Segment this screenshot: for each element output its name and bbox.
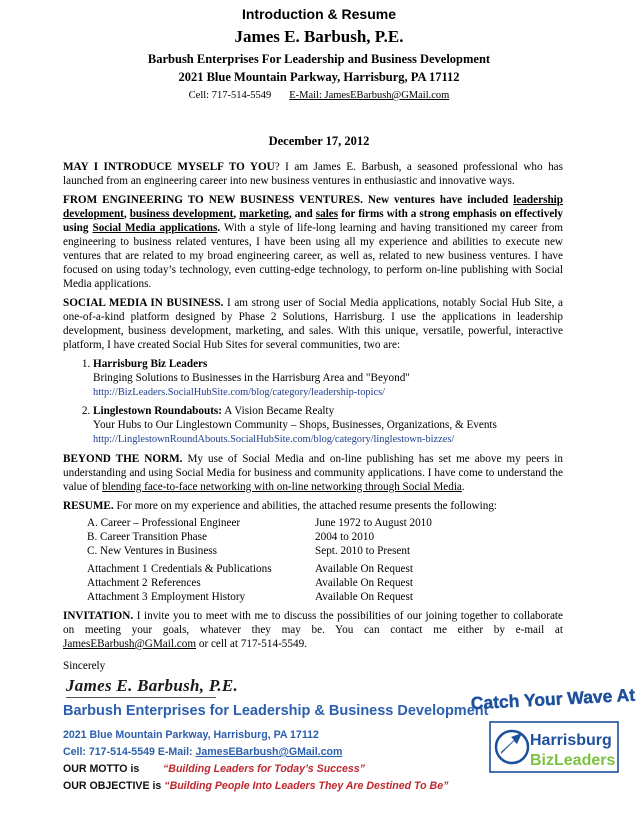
- attachment-label: References: [151, 577, 201, 589]
- keyword-sales: sales: [315, 208, 339, 220]
- keyword-business-development: business development: [129, 208, 234, 220]
- attachment-cell: [87, 562, 315, 576]
- separator: , and: [288, 208, 316, 220]
- experience-table: [87, 516, 563, 604]
- keyword-social-media: Social Media applications: [92, 222, 218, 234]
- site-subtitle: A Vision Became Realty: [222, 405, 335, 417]
- attachment-label: Credentials & Publications: [151, 563, 272, 575]
- contact-line: [0, 90, 638, 101]
- keyword-marketing: marketing: [239, 208, 289, 220]
- site-list: [63, 357, 563, 447]
- resume-text: For more on my experience and abilities, the attached resume presents the following:: [113, 500, 498, 512]
- motto-label: OUR MOTTO is: [63, 763, 140, 775]
- separator: .: [217, 222, 221, 234]
- attachment-cell: [87, 590, 315, 604]
- social-text: I am strong user of Social Media applications, notably Social Hub Site, a one-of-a-kind platform designed by Phase 2 Solutions, Harrisburg. I use the applications in leadership development, business development, marketing, and sales. With this unique, versatile, powerful, interactive platform, I have created Social Hub Sites for several communities, two are:: [63, 297, 563, 351]
- experience-label: C. New Ventures in Business: [87, 545, 217, 557]
- resume-paragraph: [63, 499, 563, 513]
- table-row: [87, 590, 563, 604]
- intro-heading: MAY I INTRODUCE MYSELF TO YOU: [63, 161, 275, 173]
- intro-paragraph: [63, 160, 563, 188]
- experience-dates: Sept. 2010 to Present: [315, 545, 411, 557]
- intro-text: ? I am James E. Barbush, a seasoned professional who has launched from an engineering career into new business ventures in enthusiastic and innovative ways.: [63, 161, 563, 187]
- company-name: Barbush Enterprises For Leadership and Business Development: [147, 52, 491, 66]
- footer-cell: Cell: 717-514-5549 E-Mail:: [63, 746, 196, 758]
- engineering-bold-text: New ventures have included: [362, 194, 514, 206]
- separator: ,: [123, 208, 130, 220]
- site-title: Linglestown Roundabouts:: [93, 405, 223, 417]
- attachment-number: Attachment 2: [87, 577, 148, 589]
- footer-email-link[interactable]: JamesEBarbush@GMail.com: [195, 746, 343, 758]
- email-link[interactable]: E-Mail: JamesEBarbush@GMail.com: [289, 90, 450, 101]
- table-row: [87, 562, 563, 576]
- attachment-status: Available On Request: [315, 563, 413, 575]
- site-description: Your Hubs to Our Linglestown Community – Shops, Businesses, Organizations, & Events: [93, 419, 497, 431]
- engineering-heading: FROM ENGINEERING TO NEW BUSINESS VENTURES.: [63, 194, 363, 206]
- engineering-bold-text: for firms with a strong emphasis on effectively using: [63, 208, 563, 234]
- site-title: Harrisburg Biz Leaders: [93, 358, 208, 370]
- footer-company: Barbush Enterprises for Leadership & Business Development: [63, 703, 489, 719]
- experience-dates: 2004 to 2010: [315, 531, 375, 543]
- engineering-paragraph: [63, 193, 563, 291]
- beyond-underlined-text: blending face-to-face networking with on-line networking through Social Media: [102, 481, 462, 493]
- company-address: 2021 Blue Mountain Parkway, Harrisburg, PA 17112: [178, 70, 460, 84]
- attachment-status: Available On Request: [315, 577, 413, 589]
- attachment-label: Employment History: [151, 591, 246, 603]
- footer-objective: [63, 780, 448, 792]
- document-title: Introduction & Resume: [241, 6, 396, 22]
- logo-tagline: Catch Your Wave At: [470, 684, 636, 714]
- logo-line2: BizLeaders: [530, 752, 616, 769]
- motto-text: “Building Leaders for Today’s Success”: [163, 763, 365, 775]
- footer-address: 2021 Blue Mountain Parkway, Harrisburg, PA 17112: [63, 729, 319, 741]
- invitation-end: or cell at 717-514-5549.: [196, 638, 307, 650]
- list-item: [93, 357, 563, 400]
- cell-phone: Cell: 717-514-5549: [188, 90, 272, 101]
- table-row: [87, 530, 563, 544]
- footer-motto: [63, 763, 365, 775]
- objective-label: OUR OBJECTIVE is: [63, 780, 162, 792]
- site-url-link[interactable]: http://BizLeaders.SocialHubSite.com/blog/category/leadership-topics/: [93, 387, 386, 398]
- separator: ,: [233, 208, 240, 220]
- attachment-status: Available On Request: [315, 591, 413, 603]
- resume-heading: RESUME.: [63, 500, 114, 512]
- closing-salutation: Sincerely: [63, 660, 106, 672]
- footer-contact: [63, 746, 342, 758]
- letter-body: [63, 160, 563, 656]
- keyword-leadership: leadership development: [63, 194, 563, 220]
- harrisburg-bizleaders-logo: [470, 681, 636, 781]
- engineering-text: With a style of life-long learning and having transitioned my career from engineering to business related ventures, I have been using all my experience and abilities to execute new ventures that are related to my broad engineering career, as well as, related to new business ventures. I have focused on using today’s technology, even cutting-edge technology, to perform on-line publishing with Social Media applications.: [63, 222, 563, 290]
- beyond-heading: BEYOND THE NORM.: [63, 453, 183, 465]
- signature-underline: [66, 697, 216, 698]
- objective-text: “Building People Into Leaders They Are Destined To Be”: [164, 780, 449, 792]
- social-paragraph: [63, 296, 563, 352]
- attachment-cell: [87, 576, 315, 590]
- experience-label: B. Career Transition Phase: [87, 531, 207, 543]
- letter-date: December 17, 2012: [268, 134, 370, 148]
- invitation-heading: INVITATION.: [63, 610, 134, 622]
- beyond-paragraph: [63, 452, 563, 494]
- experience-label: A. Career – Professional Engineer: [87, 517, 241, 529]
- site-description: Bringing Solutions to Businesses in the Harrisburg Area and "Beyond": [93, 372, 410, 384]
- upward-arrow-icon: [496, 731, 528, 763]
- logo-line1: Harrisburg: [530, 732, 612, 749]
- site-url-link[interactable]: http://LinglestownRoundAbouts.SocialHubSite.com/blog/category/linglestown-bizzes/: [93, 434, 455, 445]
- invitation-text: I invite you to meet with me to discuss the possibilities of our joining together to collaborate on meeting your goals, whatever they may be. You can contact me either by e-mail at: [63, 610, 563, 636]
- signature: James E. Barbush, P.E.: [66, 676, 239, 695]
- table-row: [87, 576, 563, 590]
- list-item: [93, 404, 563, 447]
- social-heading: SOCIAL MEDIA IN BUSINESS.: [63, 297, 224, 309]
- table-row: [87, 516, 563, 530]
- person-name: James E. Barbush, P.E.: [234, 27, 404, 46]
- table-row: [87, 544, 563, 558]
- separator: .: [461, 481, 465, 493]
- attachment-number: Attachment 1: [87, 563, 148, 575]
- invitation-paragraph: [63, 609, 563, 651]
- attachment-number: Attachment 3: [87, 591, 148, 603]
- experience-dates: June 1972 to August 2010: [315, 517, 432, 529]
- invitation-email-link[interactable]: JamesEBarbush@GMail.com: [63, 638, 197, 650]
- beyond-text: My use of Social Media and on-line publishing has set me above my peers in understanding and using Social Media for business and community applications. I have come to understand the value of: [63, 453, 563, 493]
